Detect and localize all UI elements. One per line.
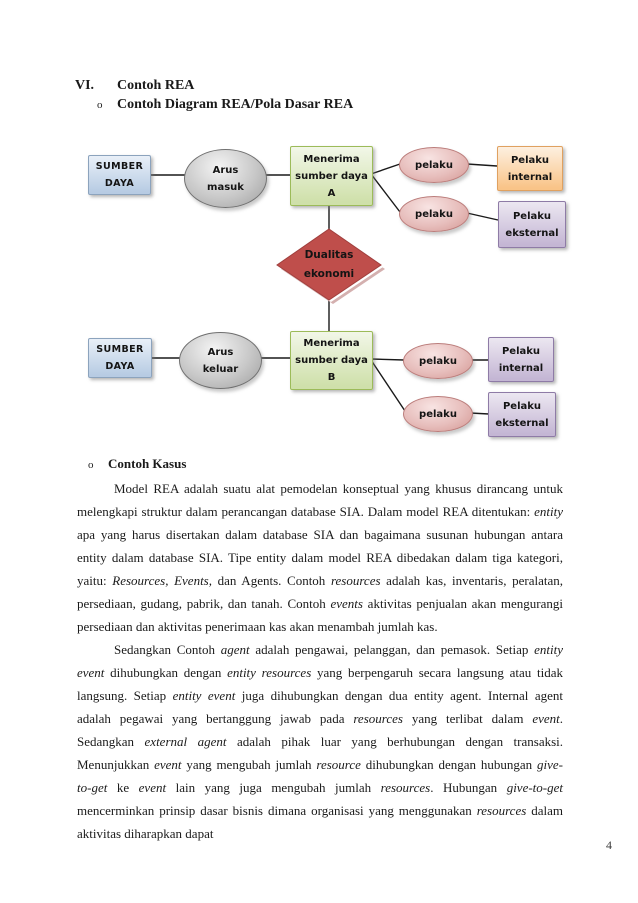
node-label: eksternal — [495, 417, 549, 429]
contoh-kasus-title: Contoh Kasus — [108, 456, 187, 471]
node-label: SUMBER — [96, 344, 144, 355]
arus-masuk-ellipse — [184, 149, 267, 208]
node-label: eksternal — [505, 227, 559, 239]
node-label: Pelaku — [510, 154, 550, 166]
node-label: Dualitas — [304, 249, 354, 261]
contoh-kasus-heading — [77, 452, 563, 477]
page-number: 4 — [606, 838, 612, 852]
pelaku-ellipse-top-1 — [399, 147, 469, 183]
pelaku-internal-box-bottom — [488, 337, 554, 382]
pelaku-ellipse-bottom-1 — [403, 343, 473, 379]
contoh-kasus-bullet: o — [88, 459, 94, 471]
dualitas-ekonomi-label — [277, 246, 381, 284]
node-label: DAYA — [104, 178, 135, 189]
sumber-daya-box-top — [88, 155, 151, 195]
subsection-bullet: o — [97, 99, 103, 111]
paragraph-1: Model REA adalah suatu alat pemodelan konseptual yang khusus dirancang untuk melengkapi struktur dalam perancangan database SIA. Dalam model REA ditentukan: entity apa yang harus disertakan dalam database SIA dan bagaimana susunan hubungan antara entity dalam database SIA. Tipe entity dalam model REA dibedakan dalam tiga kategori, yaitu: Resources, Events, dan Agents. Contoh resources adalah kas, inventaris, peralatan, persediaan, gudang, pabrik, dan tanah. Contoh events aktivitas penjualan akan mengurangi persediaan dan aktivitas penerimaan kas akan menambah jumlah kas. — [77, 481, 563, 634]
node-label: pelaku — [419, 355, 457, 367]
node-label: ekonomi — [303, 268, 355, 280]
node-label: pelaku — [415, 159, 453, 171]
node-label: masuk — [207, 181, 244, 193]
menerima-sumber-daya-b-box — [290, 331, 373, 390]
node-label: Menerima — [303, 338, 360, 349]
pelaku-ellipse-top-2 — [399, 196, 469, 232]
node-label: Arus — [212, 164, 239, 176]
node-label: A — [327, 187, 336, 199]
pelaku-eksternal-box-bottom — [488, 392, 556, 437]
sumber-daya-box-bottom — [88, 338, 152, 378]
pelaku-ellipse-bottom-2 — [403, 396, 473, 432]
node-label: internal — [507, 171, 553, 183]
pelaku-eksternal-box-top — [498, 201, 566, 248]
arus-keluar-ellipse — [179, 332, 262, 389]
node-label: sumber daya — [295, 355, 368, 366]
node-label: sumber daya — [295, 170, 368, 182]
node-label: pelaku — [415, 208, 453, 220]
node-label: DAYA — [105, 361, 135, 372]
node-label: Pelaku — [501, 345, 541, 357]
section-title: Contoh REA — [117, 78, 195, 93]
node-label: pelaku — [419, 408, 457, 420]
node-label: B — [327, 372, 336, 383]
node-label: internal — [498, 362, 544, 374]
node-label: Arus — [207, 346, 234, 358]
node-label: Pelaku — [502, 400, 542, 412]
subsection-title: Contoh Diagram REA/Pola Dasar REA — [117, 97, 354, 112]
section-numeral: VI. — [75, 78, 95, 93]
node-label: Pelaku — [512, 210, 552, 222]
node-label: Menerima — [303, 153, 360, 165]
body-text-section — [77, 452, 563, 845]
pelaku-internal-box-top — [497, 146, 563, 191]
node-label: keluar — [202, 363, 239, 375]
node-label: SUMBER — [95, 161, 144, 172]
menerima-sumber-daya-a-box — [290, 146, 373, 206]
paragraph-2: Sedangkan Contoh agent adalah pengawai, pelanggan, dan pemasok. Setiap entity event dihubungkan dengan entity resources yang berpengaruh secara langsung atau tidak langsung. Setiap entity event juga dihubungkan dengan dua entity agent. Internal agent adalah pegawai yang bertanggung jawab pada resources yang terlibat dalam event. Sedangkan external agent adalah pihak luar yang berhubungan dengan transaksi. Menunjukkan event yang mengubah jumlah resource dihubungkan dengan hubungan give-to-get ke event lain yang juga mengubah jumlah resources. Hubungan give-to-get mencerminkan prinsip dasar bisnis dimana organisasi yang menggunakan resources dalam aktivitas diharapkan dapat — [77, 642, 564, 841]
